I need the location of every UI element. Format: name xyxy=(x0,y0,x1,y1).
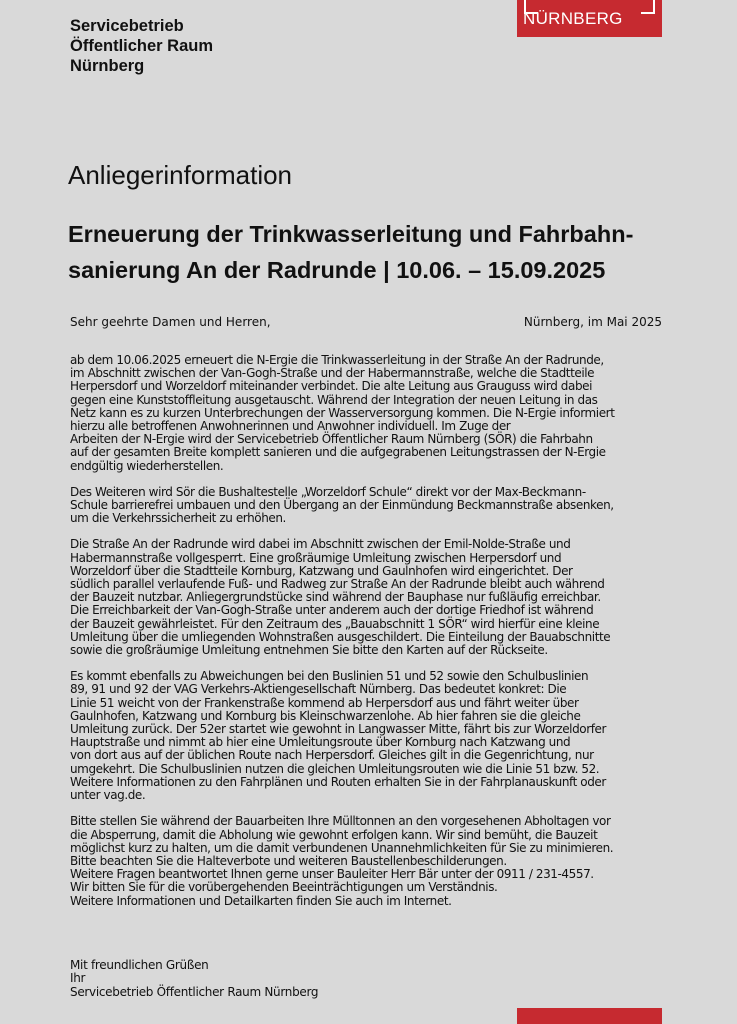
org-line: Öffentlicher Raum xyxy=(70,37,214,55)
salutation: Sehr geehrte Damen und Herren, xyxy=(70,315,271,329)
logo-bracket-right-icon xyxy=(641,0,655,14)
footer-brand-bar xyxy=(517,1008,662,1024)
paragraph: Es kommt ebenfalls zu Abweichungen bei den Buslinien 51 und 52 sowie den Schulbuslinien 89, 91 und 92 der VAG Verkehrs-Aktiengesellschaft Nürnberg. Das bedeutet konkret: Die Linie 51 weicht von der Frankenstraße kommend ab Herpersdorf aus und fährt weiter über Gaulnhofen, Katzwang und Kornburg bis Kleinschwarzenlohe. Ab hier fahren sie die gleiche Umleitung zurück. Der 52er startet wie gewohnt in Langwasser Mitte, fährt bis zur Worzeldorfer Hauptstraße und nimmt ab hier eine Umleitungsroute über Kornburg nach Katzwang und von dort aus auf der üblichen Route nach Herpersdorf. Gleiches gilt in die Gegenrichtung, nur umgekehrt. Die Schulbuslinien nutzen die gleichen Umleitungsrouten wie die Linie 51 bzw. 52. Weitere Informationen zu den Fahrplänen und Routen erhalten Sie in der Fahrplanauskunft oder unter vag.de. xyxy=(70,669,606,803)
org-line: Servicebetrieb xyxy=(70,17,184,35)
logo-bracket-left-icon xyxy=(524,0,538,14)
letter-body xyxy=(70,354,670,921)
org-line: Nürnberg xyxy=(70,57,145,75)
document-title xyxy=(68,216,678,288)
letter-meta xyxy=(70,315,662,329)
nuernberg-logo xyxy=(517,0,662,37)
title-text: Erneuerung der Trinkwasserleitung und Fahrbahn- sanierung An der Radrunde | 10.06. – 15.09.2025 xyxy=(68,221,634,283)
paragraph: Bitte stellen Sie während der Bauarbeiten Ihre Mülltonnen an den vorgesehenen Abholtagen vor die Absperrung, damit die Abholung wie gewohnt erfolgen kann. Wir sind bemüht, die Bauzeit möglichst kurz zu halten, um die damit verbundenen Unannehmlichkeiten für Sie zu minimieren. Bitte beachten Sie die Halteverbote und weiteren Baustellenbeschilderungen. Weitere Fragen beantwortet Ihnen gerne unser Bauleiter Herr Bär unter der 0911 / 231-4557. Wir bitten Sie für die vorübergehenden Beeinträchtigungen um Verständnis. Weitere Informationen und Detailkarten finden Sie auch im Internet. xyxy=(70,814,614,908)
paragraph: Des Weiteren wird Sör die Bushaltestelle „Worzeldorf Schule“ direkt vor der Max-Beckmann- Schule barrierefrei umbauen und den Übergang an der Einmündung Beckmannstraße absenken, um die Verkehrssicherheit zu erhöhen. xyxy=(70,484,614,526)
logo-text: NÜRNBERG xyxy=(523,9,623,28)
document-kicker: Anliegerinformation xyxy=(68,160,293,190)
organization-name xyxy=(70,16,213,76)
paragraph: Die Straße An der Radrunde wird dabei im Abschnitt zwischen der Emil-Nolde-Straße und Habermannstraße vollgesperrt. Eine großräumige Umleitung zwischen Herpersdorf und Worzeldorf über die Stadtteile Kornburg, Katzwang und Gaulnhofen wird eingerichtet. Der südlich parallel verlaufende Fuß- und Radweg zur Straße An der Radrunde bleibt auch während der Bauzeit nutzbar. Anliegergrundstücke sind während der Bauphase nur fußläufig erreichbar. Die Erreichbarkeit der Van-Gogh-Straße unter anderem auch der dortige Friedhof ist während der Bauzeit gewährleistet. Für den Zeitraum des „Bauabschnitt 1 SÖR“ wird hierfür eine kleine Umleitung über die umliegenden Wohnstraßen ausgeschildert. Die Einteilung der Bauabschnitte sowie die großräumige Umleitung entnehmen Sie bitte den Karten auf der Rückseite. xyxy=(70,537,611,658)
closing-signature: Mit freundlichen Grüßen Ihr Servicebetrieb Öffentlicher Raum Nürnberg xyxy=(70,958,319,999)
paragraph: ab dem 10.06.2025 erneuert die N-Ergie die Trinkwasserleitung in der Straße An der Radrunde, im Abschnitt zwischen der Van-Gogh-Straße und der Habermannstraße, welche die Stadtteile Herpersdorf und Worzeldorf miteinander verbindet. Die alte Leitung aus Grauguss wird dabei gegen eine Kunststoffleitung ausgetauscht. Während der Integration der neuen Leitung in das Netz kann es zu kurzen Unterbrechungen der Wasserversorgung kommen. Die N-Ergie informiert hierzu alle betroffenen Anwohnerinnen und Anwohner individuell. Im Zuge der Arbeiten der N-Ergie wird der Servicebetrieb Öffentlicher Raum Nürnberg (SÖR) die Fahrbahn auf der gesamten Breite komplett sanieren und die aufgegrabenen Leitungstrassen der N-Ergie endgültig wiederherstellen. xyxy=(70,353,615,473)
place-date: Nürnberg, im Mai 2025 xyxy=(523,315,662,329)
